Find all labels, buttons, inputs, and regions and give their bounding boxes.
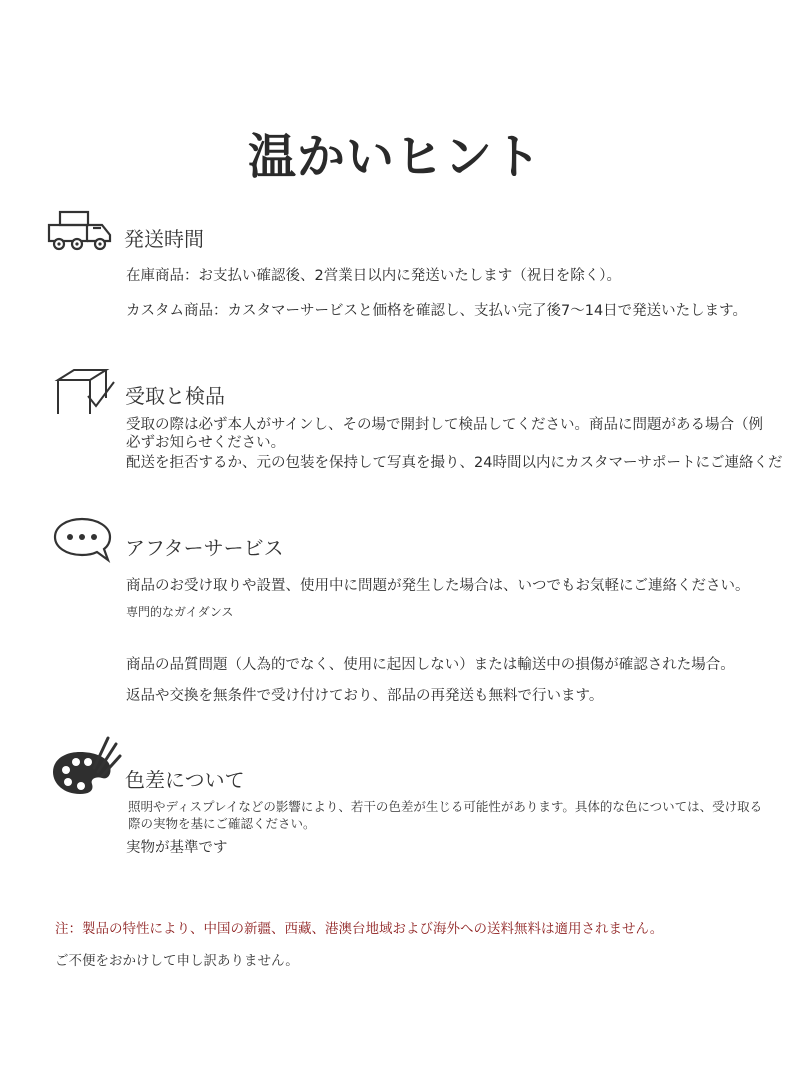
truck-icon — [46, 208, 122, 254]
box-icon — [52, 366, 118, 424]
shipping-line-2: カスタム商品：カスタマーサービスと価格を確認し、支払い完了後7〜14日で発送いたします。 — [126, 303, 748, 319]
color-difference-line-1: 照明やディスプレイなどの影響により、若干の色差が生じる可能性があります。具体的な色については、受け取る — [128, 799, 763, 814]
after-service-line-1: 商品のお受け取りや設置、使用中に問題が発生した場合は、いつでもお気軽にご連絡ください。 — [126, 578, 750, 594]
after-service-line-2: 専門的なガイダンス — [126, 605, 234, 619]
receiving-line-1: 受取の際は必ず本人がサインし、その場で開封して検品してください。商品に問題がある場合（例 — [126, 417, 763, 433]
section-heading-receiving: 受取と検品 — [125, 384, 225, 408]
color-difference-line-3: 実物が基準です — [126, 840, 228, 856]
section-heading-color-difference: 色差について — [125, 768, 245, 792]
receiving-line-3: 配送を拒否するか、元の包装を保持して写真を撮り、24時間以内にカスタマーサポートにご連絡くだ — [126, 455, 783, 471]
chat-bubble-icon — [52, 516, 114, 566]
color-difference-line-2: 際の実物を基にご確認ください。 — [128, 816, 316, 831]
palette-icon — [50, 734, 122, 800]
receiving-line-2: 必ずお知らせください。 — [126, 435, 286, 451]
page-title: 温かいヒント — [247, 129, 542, 185]
shipping-exception-note: 注：製品の特性により、中国の新疆、西藏、港澳台地域および海外への送料無料は適用されません。 — [55, 921, 664, 937]
shipping-line-1: 在庫商品：お支払い確認後、2営業日以内に発送いたします（祝日を除く）。 — [126, 268, 621, 284]
section-heading-shipping: 発送時間 — [124, 227, 204, 251]
apology-note: ご不便をおかけして申し訳ありません。 — [55, 953, 299, 969]
after-service-line-3: 商品の品質問題（人為的でなく、使用に起因しない）または輸送中の損傷が確認された場合。 — [126, 657, 735, 673]
after-service-line-4: 返品や交換を無条件で受け付けており、部品の再発送も無料で行います。 — [126, 688, 604, 704]
section-heading-after-service: アフターサービス — [125, 536, 284, 560]
